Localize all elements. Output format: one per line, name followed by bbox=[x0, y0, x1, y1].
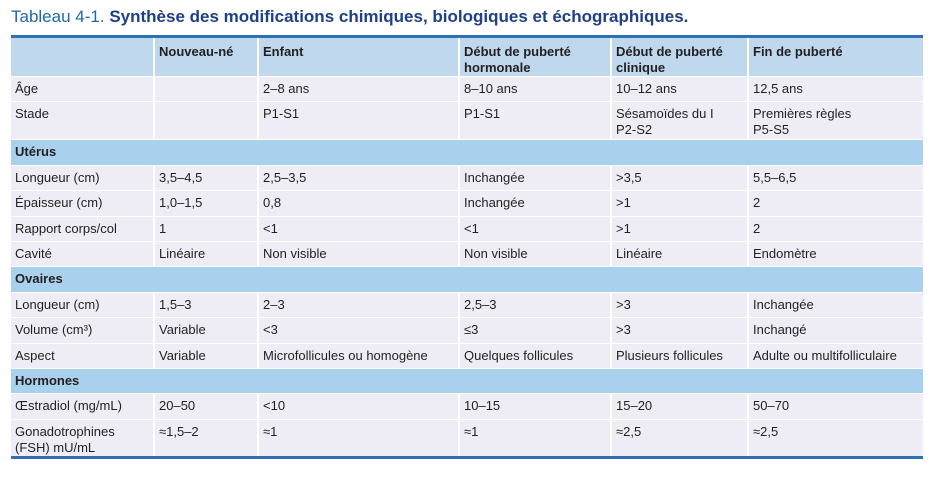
table-row bbox=[11, 191, 923, 216]
table-cell: 8–10 ans bbox=[459, 77, 611, 102]
row-label: Longueur (cm) bbox=[11, 292, 154, 317]
table-cell: <10 bbox=[258, 394, 459, 419]
table-cell: Quelques follicules bbox=[459, 343, 611, 368]
column-header: Nouveau-né bbox=[154, 37, 258, 77]
section-label: Hormones bbox=[11, 368, 923, 393]
table-cell: Plusieurs follicules bbox=[611, 343, 748, 368]
table-cell: ≈1 bbox=[459, 419, 611, 457]
table-cell: Non visible bbox=[459, 241, 611, 266]
table-cell: ≈2,5 bbox=[748, 419, 923, 457]
table-cell: Adulte ou multifolliculaire bbox=[748, 343, 923, 368]
table-cell: 2,5–3,5 bbox=[258, 165, 459, 190]
row-label: Volume (cm³) bbox=[11, 318, 154, 343]
column-header: Enfant bbox=[258, 37, 459, 77]
table-row bbox=[11, 292, 923, 317]
table-row bbox=[11, 165, 923, 190]
section-label: Ovaires bbox=[11, 267, 923, 292]
table-number: Tableau 4-1. bbox=[11, 7, 105, 26]
table-row bbox=[11, 241, 923, 266]
table-cell: ≈1 bbox=[258, 419, 459, 457]
row-label: Stade bbox=[11, 102, 154, 140]
header-row bbox=[11, 37, 923, 77]
table-cell: 3,5–4,5 bbox=[154, 165, 258, 190]
table-cell: ≈2,5 bbox=[611, 419, 748, 457]
synthesis-table bbox=[11, 35, 923, 459]
table-cell: >3 bbox=[611, 318, 748, 343]
table-cell: Inchangée bbox=[459, 191, 611, 216]
table-cell: 2,5–3 bbox=[459, 292, 611, 317]
section-label: Utérus bbox=[11, 140, 923, 165]
column-header: Fin de puberté bbox=[748, 37, 923, 77]
table-cell: <3 bbox=[258, 318, 459, 343]
table-cell: Non visible bbox=[258, 241, 459, 266]
table-cell: 5,5–6,5 bbox=[748, 165, 923, 190]
table-row bbox=[11, 419, 923, 457]
table-cell: Linéaire bbox=[611, 241, 748, 266]
table-cell: 2–8 ans bbox=[258, 77, 459, 102]
table-cell: Variable bbox=[154, 318, 258, 343]
table-row bbox=[11, 343, 923, 368]
column-header bbox=[11, 37, 154, 77]
table-title: Synthèse des modifications chimiques, biologiques et échographiques. bbox=[109, 7, 689, 26]
table-cell: 12,5 ans bbox=[748, 77, 923, 102]
row-label: Âge bbox=[11, 77, 154, 102]
table-cell: 1 bbox=[154, 216, 258, 241]
table-cell: Inchangée bbox=[748, 292, 923, 317]
table-cell bbox=[154, 77, 258, 102]
row-label: Épaisseur (cm) bbox=[11, 191, 154, 216]
row-label: Aspect bbox=[11, 343, 154, 368]
section-row bbox=[11, 368, 923, 393]
table-cell: 50–70 bbox=[748, 394, 923, 419]
table-cell: <1 bbox=[459, 216, 611, 241]
table-cell: >1 bbox=[611, 191, 748, 216]
row-label: Gonadotrophines (FSH) mU/mL bbox=[11, 419, 154, 457]
table-cell: P1-S1 bbox=[258, 102, 459, 140]
table-caption bbox=[11, 7, 688, 27]
table-cell: 0,8 bbox=[258, 191, 459, 216]
table-cell: 20–50 bbox=[154, 394, 258, 419]
row-label: Longueur (cm) bbox=[11, 165, 154, 190]
table-cell: >3,5 bbox=[611, 165, 748, 190]
table-row bbox=[11, 216, 923, 241]
table-cell bbox=[154, 102, 258, 140]
column-header: Début de puberté clinique bbox=[611, 37, 748, 77]
table-cell: Inchangé bbox=[748, 318, 923, 343]
table-cell: P1-S1 bbox=[459, 102, 611, 140]
table-header bbox=[11, 37, 923, 77]
table-cell: <1 bbox=[258, 216, 459, 241]
table-row bbox=[11, 102, 923, 140]
table-cell: Variable bbox=[154, 343, 258, 368]
table-cell: >1 bbox=[611, 216, 748, 241]
table-cell: 2–3 bbox=[258, 292, 459, 317]
table-row bbox=[11, 394, 923, 419]
row-label: Cavité bbox=[11, 241, 154, 266]
table-cell: 15–20 bbox=[611, 394, 748, 419]
table-body bbox=[11, 77, 923, 458]
table-cell: 2 bbox=[748, 216, 923, 241]
section-row bbox=[11, 140, 923, 165]
table-cell: 10–15 bbox=[459, 394, 611, 419]
table-row bbox=[11, 77, 923, 102]
row-label: Rapport corps/col bbox=[11, 216, 154, 241]
table-cell: Endomètre bbox=[748, 241, 923, 266]
table-cell: Inchangée bbox=[459, 165, 611, 190]
table-cell: 1,0–1,5 bbox=[154, 191, 258, 216]
table-cell: >3 bbox=[611, 292, 748, 317]
section-row bbox=[11, 267, 923, 292]
table-cell: 1,5–3 bbox=[154, 292, 258, 317]
table-row bbox=[11, 318, 923, 343]
table-cell: ≈1,5–2 bbox=[154, 419, 258, 457]
row-label: Œstradiol (mg/mL) bbox=[11, 394, 154, 419]
table-cell: Microfollicules ou homogène bbox=[258, 343, 459, 368]
table-cell: Linéaire bbox=[154, 241, 258, 266]
table-cell: 10–12 ans bbox=[611, 77, 748, 102]
table-cell: ≤3 bbox=[459, 318, 611, 343]
table-cell: Premières règles P5-S5 bbox=[748, 102, 923, 140]
table-cell: 2 bbox=[748, 191, 923, 216]
column-header: Début de puberté hormonale bbox=[459, 37, 611, 77]
table-cell: Sésamoïdes du I P2-S2 bbox=[611, 102, 748, 140]
